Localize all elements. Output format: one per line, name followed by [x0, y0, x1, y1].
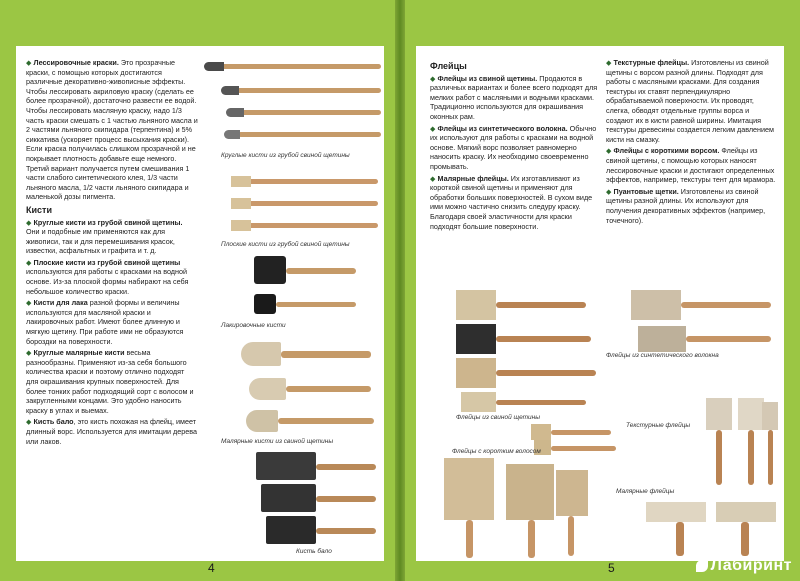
brush-tip	[254, 294, 276, 314]
page-number-left: 4	[208, 561, 215, 575]
right-page-content	[416, 46, 784, 561]
brush-tip	[266, 516, 316, 544]
caption-balo: Кисть бало	[296, 548, 332, 555]
brush-tip	[204, 62, 224, 71]
brush-tip	[256, 452, 316, 480]
caption-varnish: Лакировочные кисти	[221, 322, 286, 329]
watermark-logo: Лабиринт	[696, 557, 792, 575]
brush-handle	[551, 430, 611, 435]
right-page	[400, 0, 800, 581]
brush-tip	[261, 484, 316, 512]
brush-handle	[716, 430, 722, 485]
brush-tip	[456, 290, 496, 320]
caption-painter: Малярные кисти из свиной щетины	[221, 438, 334, 445]
brush-tip	[456, 358, 496, 388]
brush-handle	[241, 110, 381, 115]
brush-tip	[221, 86, 239, 95]
brush-handle	[741, 522, 749, 556]
brush-tip	[456, 324, 496, 354]
brush-handle	[676, 522, 684, 556]
item-synthetic-flats: ◆ Флейцы из синтетического волокна. Обычно их используют для работы с красками на водной основе. Мягкий ворс позволяет равномерно наносить краску. Их необходимо своевременно промывать.	[430, 123, 597, 171]
brush-tip	[224, 130, 240, 139]
caption-texture: Текстурные флейцы	[626, 422, 691, 429]
brush-tip	[706, 398, 732, 430]
page-number-right: 5	[608, 561, 615, 575]
brush-tip	[646, 502, 706, 522]
brush-tip	[506, 464, 554, 520]
item-varnish: ◆ Кисти для лака разной формы и величины используются для масляной краски и лакировочных работ. Имеют более длинную и мягкую щетину. При работе ими не образуются бороздки на поверхности.	[26, 298, 184, 346]
brush-handle	[496, 336, 591, 342]
heading-flats: Флейцы	[430, 61, 467, 71]
brush-handle	[248, 179, 378, 184]
item-bristle-flats: ◆ Флейцы из свиной щетины. Продаются в различных вариантах и более всего подходят для мелких работ с масляными и водными красками. Традиционно используются для окрашивания оконных рам.	[430, 73, 598, 121]
brush-handle	[496, 302, 586, 308]
left-text-column	[26, 58, 198, 448]
leaf-icon	[696, 560, 708, 572]
brush-handle	[748, 430, 754, 485]
book-gutter	[395, 0, 405, 581]
brush-handle	[681, 302, 771, 308]
brush-handle	[316, 464, 376, 470]
brush-handle	[568, 516, 574, 556]
brush-handle	[551, 446, 616, 451]
brush-handle	[316, 496, 376, 502]
brush-handle	[686, 336, 771, 342]
left-page-content	[16, 46, 384, 561]
brush-tip	[246, 410, 278, 432]
caption-painter-flats: Малярные флейцы	[616, 488, 675, 495]
brush-handle	[496, 400, 586, 405]
brush-tip	[531, 424, 551, 440]
caption-bristle: Флейцы из свиной щетины	[456, 414, 541, 421]
caption-flat-bristle: Плоские кисти из грубой свиной щетины	[221, 241, 350, 248]
item-flat-bristle: ◆ Плоские кисти из грубой свиной щетины используются для работы с красками на водной основе. Из-за плоской формы набирают на себя небольшое количество краски.	[26, 257, 189, 296]
brush-tip	[716, 502, 776, 522]
brush-tip	[231, 176, 251, 187]
brush-handle	[276, 302, 356, 307]
brush-tip	[444, 458, 494, 520]
brush-handle	[236, 88, 381, 93]
item-texture-flats: ◆ Текстурные флейцы. Изготовлены из свиной щетины с ворсом разной длины. Подходят для работы с масляными красками. Для создания текстуры их ставят перпендикулярно обрабатываемой поверхности. Их проводят, слегка, обводят отдельные группы ворса и создают их в кисти равной ширины. Имитация текстуры древесины создается легким давлением кисти на смазку.	[606, 58, 774, 144]
brush-tip	[249, 378, 286, 400]
heading-brushes: Кисти	[26, 204, 52, 215]
brush-tip	[762, 402, 778, 430]
brush-tip	[226, 108, 244, 117]
brush-tip	[638, 326, 686, 352]
brush-handle	[286, 268, 356, 274]
brush-tip	[231, 198, 251, 209]
brush-tip	[231, 220, 251, 231]
brush-handle	[528, 520, 535, 558]
brush-tip	[461, 392, 496, 412]
brush-handle	[281, 351, 371, 358]
item-round-painter: ◆ Круглые малярные кисти весьма разнообразны. Применяют из-за себя большого количества краски и поэтому отлично подходят для окрашивания крупных поверхностей. Для более тонких работ подходящий сорт с волосом и закругленными концами. Это удобно наносить краску в углах и выемах.	[26, 348, 194, 415]
brush-handle	[316, 528, 376, 534]
brush-handle	[768, 430, 773, 485]
brush-handle	[466, 520, 473, 558]
brush-handle	[238, 132, 381, 137]
brush-tip	[738, 398, 764, 430]
paragraph-lacquer-paints: ◆ Лессировочные краски. Это прозрачные краски, с помощью которых достигаются различные декоративно-живописные эффекты. Чтобы лессировать акриловую краску (сделать ее более прозрачной), достаточно развести ее водой. Чтобы лессировать масляную краску, надо 1/3 часть краски смешать с 1 частью льняного масла и 2 частями льняного скипидара (терпентина) и 5% сиккатива (ускоряет процесс высыхания краски). Если краска получилась слишком прозрачной и не покрывает плотность добавьте еще немного. Третий вариант получается путем смешивания 1 части слабого синтетического клея, 1/3 части льняного масла, 1/2 части льняного скипидара и маленькой дозы пигмента.	[26, 58, 198, 202]
brush-handle	[248, 201, 378, 206]
caption-round-bristle: Круглые кисти из грубой свиной щетины	[221, 152, 350, 159]
right-mid-text-column	[430, 58, 598, 233]
brush-handle	[496, 370, 596, 376]
brush-tip	[556, 470, 588, 516]
brush-handle	[278, 418, 374, 424]
item-stippling-brushes: ◆ Пуантовые щетки. Изготовлены из свиной щетины разной длины. Их используют для получения декоративных эффектов (например, точечного).	[606, 186, 766, 225]
item-short-flats: ◆ Флейцы с короткими ворсом. Флейцы из свиной щетины, с помощью которых наносят лессировочные краски и достигают определенных эффектов, например, текстуры тент для мрамора.	[606, 146, 776, 185]
right-text-column	[606, 58, 776, 227]
brush-tip	[254, 256, 286, 284]
caption-short: Флейцы с коротким волосом	[452, 448, 541, 455]
caption-synthetic: Флейцы из синтетического волокна	[606, 352, 719, 359]
item-painter-flats: ◆ Малярные флейцы. Их изготавливают из короткой свиной щетины и применяют для обработки больших поверхностей. В сухом виде ими можно частично снизить следуру краску. Благодаря своей эластичности для краски подходят большие поверхности.	[430, 173, 593, 231]
brush-tip	[631, 290, 681, 320]
brush-handle	[248, 223, 378, 228]
brush-handle	[286, 386, 371, 392]
item-balo: ◆ Кисть бало, это кисть похожая на флейц, имеет длинный ворс. Используется для имитации дерева или лаков.	[26, 417, 197, 446]
brush-tip	[241, 342, 281, 366]
item-round-bristle: ◆ Круглые кисти из грубой свиной щетины. Они и подобные им применяются как для живописи, так и для перемешивания красок, известки, асфальтных и графита и т. д.	[26, 217, 183, 256]
brush-handle	[221, 64, 381, 69]
